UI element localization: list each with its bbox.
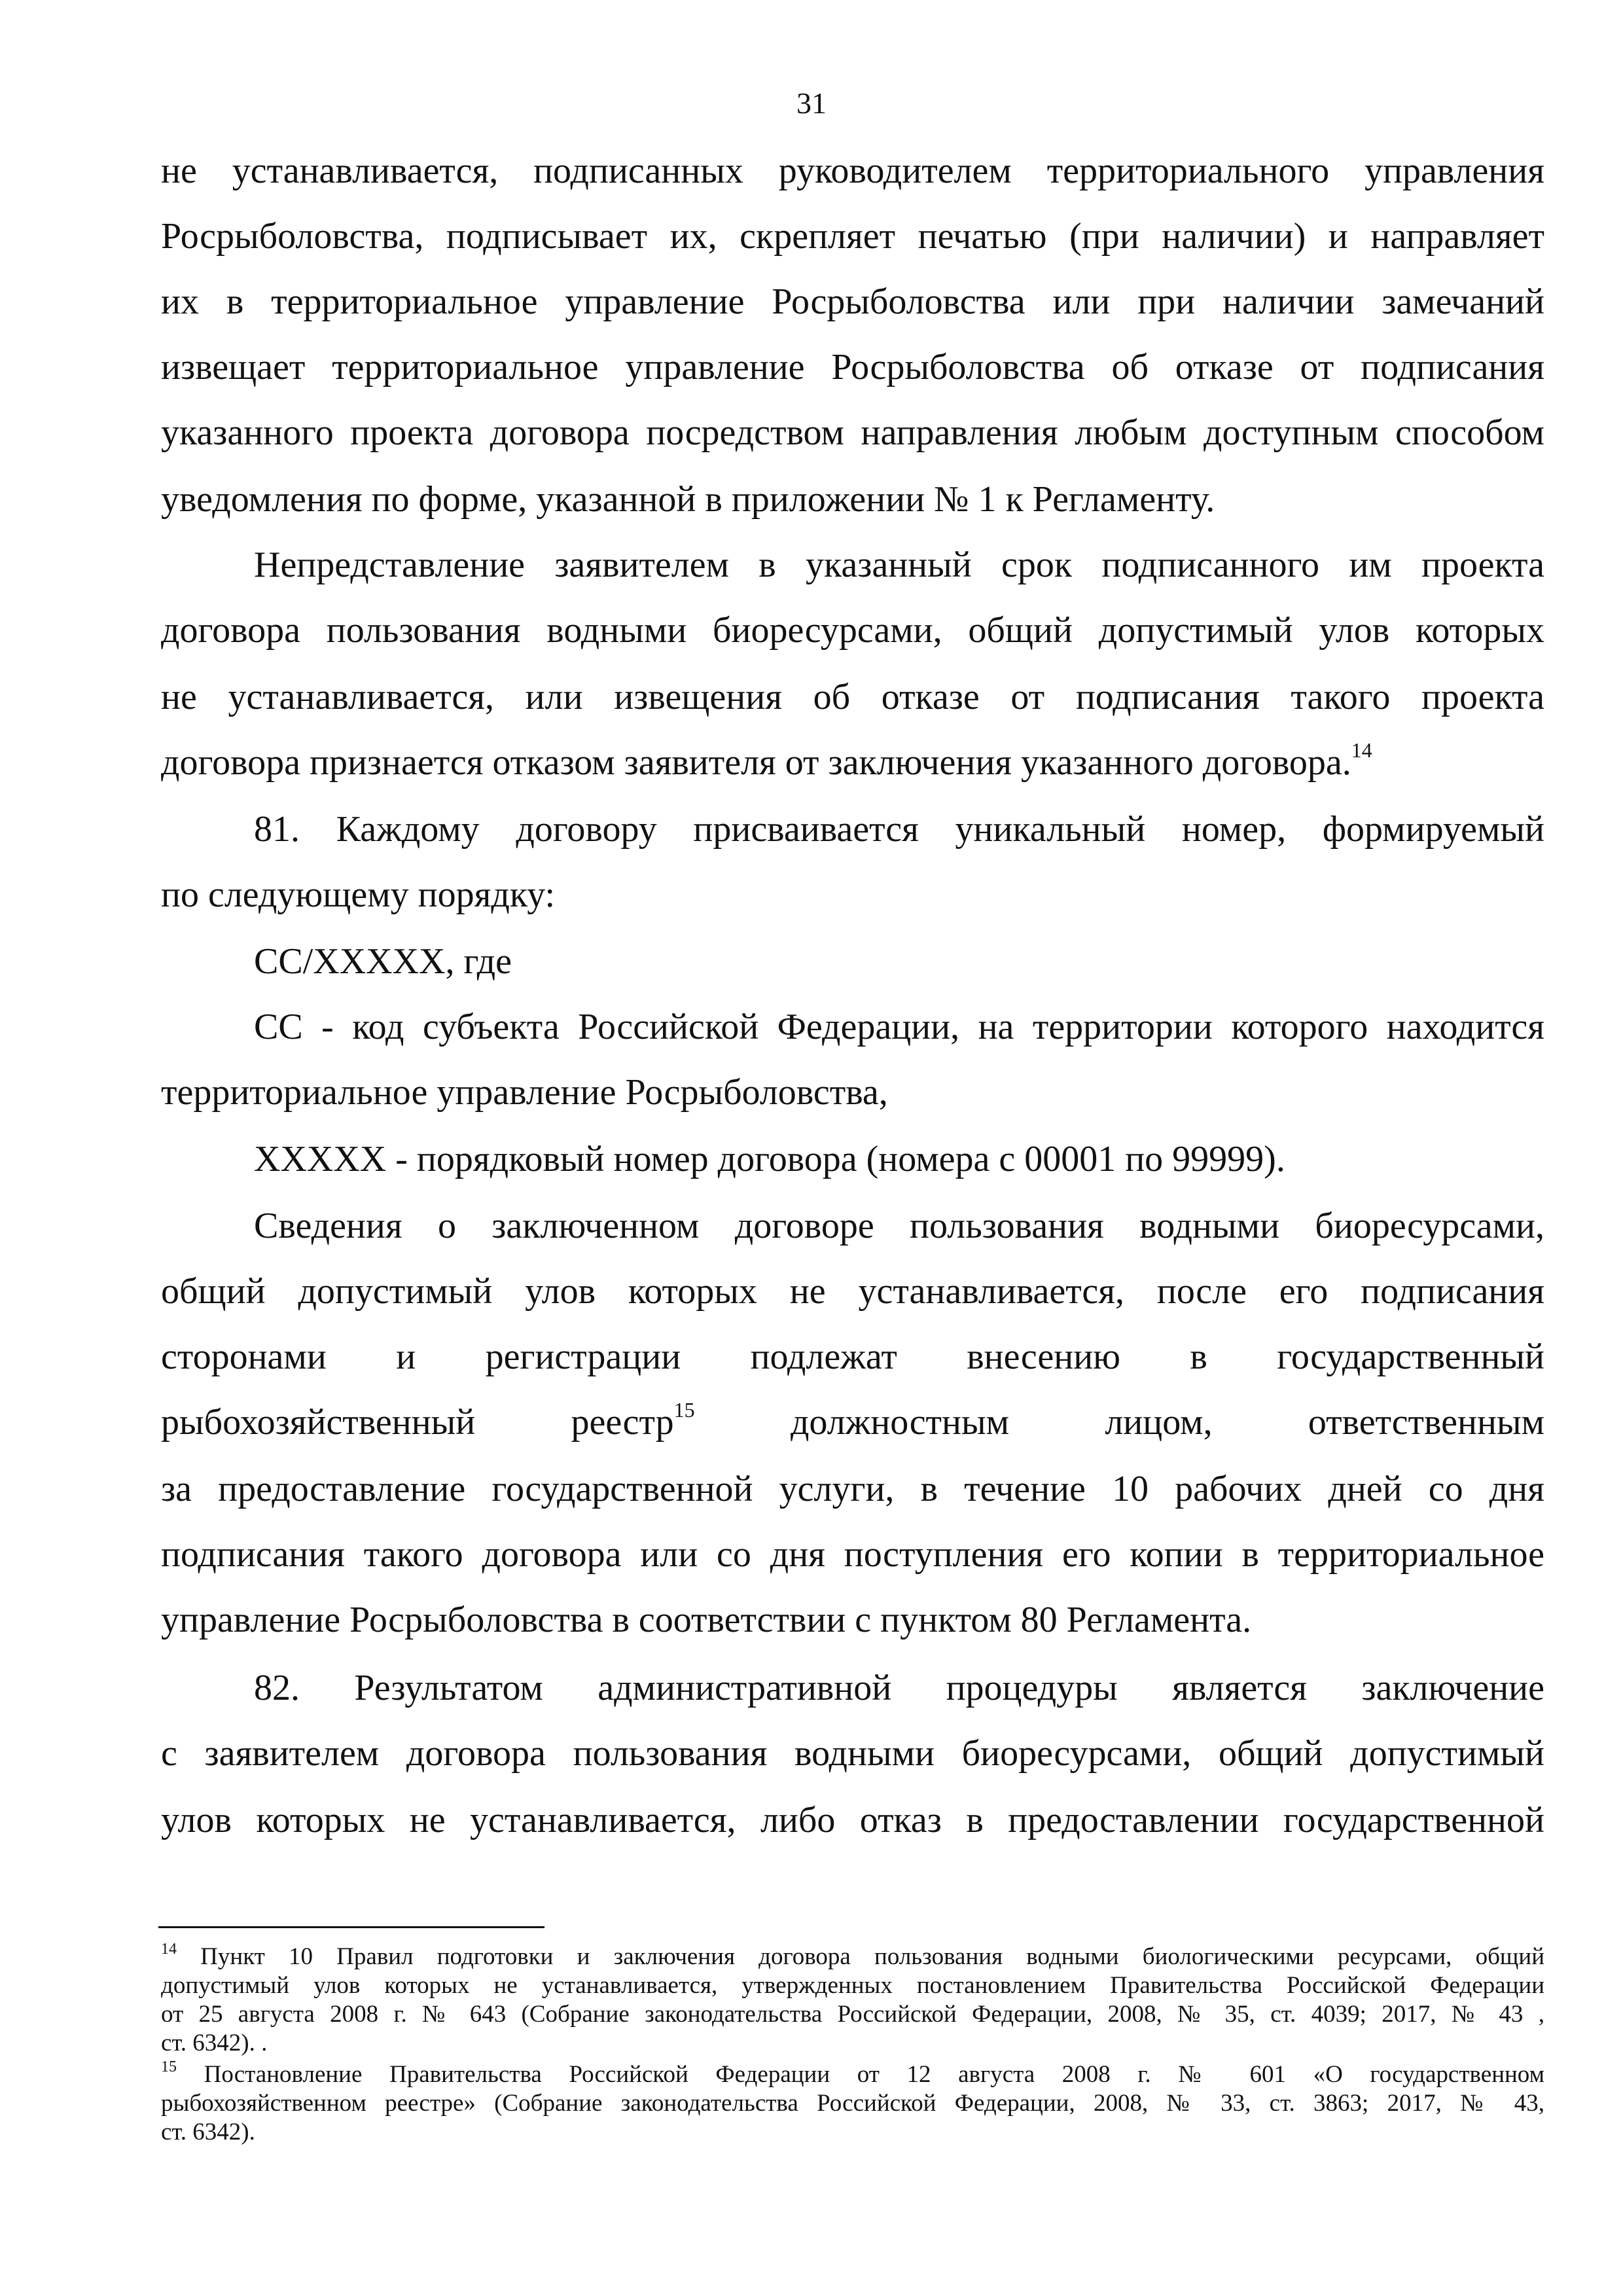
cc-definition: СС - код субъекта Российской Федерации, на территории которого находится (254, 1007, 1544, 1047)
page-number: 31 (796, 86, 827, 120)
footnote-14-content (161, 1943, 1544, 1970)
text-line: уведомления по форме, указанной в приложении № 1 к Регламенту. (161, 479, 1215, 520)
text-line: их в территориальное управление Росрыболовства или при наличии замечаний (161, 281, 1544, 322)
paragraph-first-line: Сведения о заключенном договоре пользования водными биоресурсами, (254, 1206, 1544, 1246)
text-line-start: рыбохозяйственный реестр (161, 1402, 674, 1443)
footnote-separator (158, 1926, 544, 1928)
footnote-marker-14: 14 (161, 1941, 177, 1958)
text-line: по следующему порядку: (161, 874, 556, 915)
text-line: подписания такого договора или со дня поступления его копии в территориальное (161, 1534, 1544, 1575)
text-line: не устанавливается, или извещения об отказе от подписания такого проекта (161, 677, 1544, 717)
footnote-14-line: ст. 6342). . (161, 2030, 268, 2056)
footnote-15-line: ст. 6342). (161, 2119, 255, 2145)
footnote-14-text: Пункт 10 Правил подготовки и заключения договора пользования водными биологическими ресурсами, общий (200, 1943, 1544, 1970)
text-line-content: договора признается отказом заявителя от заключения указанного договора. (161, 742, 1351, 783)
xxxxx-definition: ХХХХХ - порядковый номер договора (номера с 00001 по 99999). (254, 1139, 1285, 1179)
paragraph-81-first-line: 81. Каждому договору присваивается уникальный номер, формируемый (254, 809, 1544, 850)
text-line: Росрыболовства, подписывает их, скрепляет печатью (при наличии) и направляет (161, 216, 1544, 257)
footnote-15-line: рыбохозяйственном реестре» (Собрание законодательства Российской Федерации, 2008, № 33, ст. 3863; 2017, № 43, (161, 2090, 1544, 2117)
footnote-14-line: от 25 августа 2008 г. № 643 (Собрание законодательства Российской Федерации, 2008, № 35, ст. 4039; 2017, № 43 , (161, 2001, 1544, 2028)
paragraph-first-line: Непредставление заявителем в указанный срок подписанного им проекта (254, 545, 1544, 585)
paragraph-82-first-line: 82. Результатом административной процедуры является заключение (254, 1668, 1544, 1708)
text-line: улов которых не устанавливается, либо отказ в предоставлении государственной (161, 1800, 1544, 1840)
text-line: территориальное управление Росрыболовства, (161, 1072, 888, 1113)
contract-number-format: СС/ХХХХХ, где (254, 941, 512, 982)
text-line-content (161, 1398, 695, 1443)
text-line: управление Росрыболовства в соответствии с пунктом 80 Регламента. (161, 1600, 1252, 1640)
footnote-ref-15: 15 (673, 1398, 695, 1422)
text-line: с заявителем договора пользования водными биоресурсами, общий допустимый (161, 1733, 1544, 1774)
text-line: сторонами и регистрации подлежат внесению в государственный (161, 1336, 1544, 1377)
text-line: договора пользования водными биоресурсами, общий допустимый улов которых (161, 610, 1544, 651)
text-line: указанного проекта договора посредством направления любым доступным способом (161, 412, 1544, 453)
footnote-marker-15: 15 (161, 2058, 177, 2075)
text-line: не устанавливается, подписанных руководителем территориального управления (161, 151, 1544, 191)
text-line: за предоставление государственной услуги, в течение 10 рабочих дней со дня (161, 1469, 1544, 1509)
footnote-14-line: допустимый улов которых не устанавливается, утвержденных постановлением Правительства Российской Федерации (161, 1972, 1544, 1999)
footnote-14-line (161, 1943, 1544, 1971)
text-line-end: должностным лицом, ответственным (790, 1402, 1544, 1443)
footnote-15-content (161, 2058, 1544, 2088)
footnote-ref-14: 14 (1351, 738, 1372, 762)
text-line: общий допустимый улов которых не устанавливается, после его подписания (161, 1271, 1544, 1312)
text-line: извещает территориальное управление Росрыболовства об отказе от подписания (161, 347, 1544, 387)
footnote-15-text: Постановление Правительства Российской Федерации от 12 августа 2008 г. № 601 «О государственном (204, 2061, 1544, 2088)
text-line (161, 740, 1372, 785)
text-line (161, 1399, 1544, 1445)
footnote-15-line (161, 2060, 1544, 2089)
